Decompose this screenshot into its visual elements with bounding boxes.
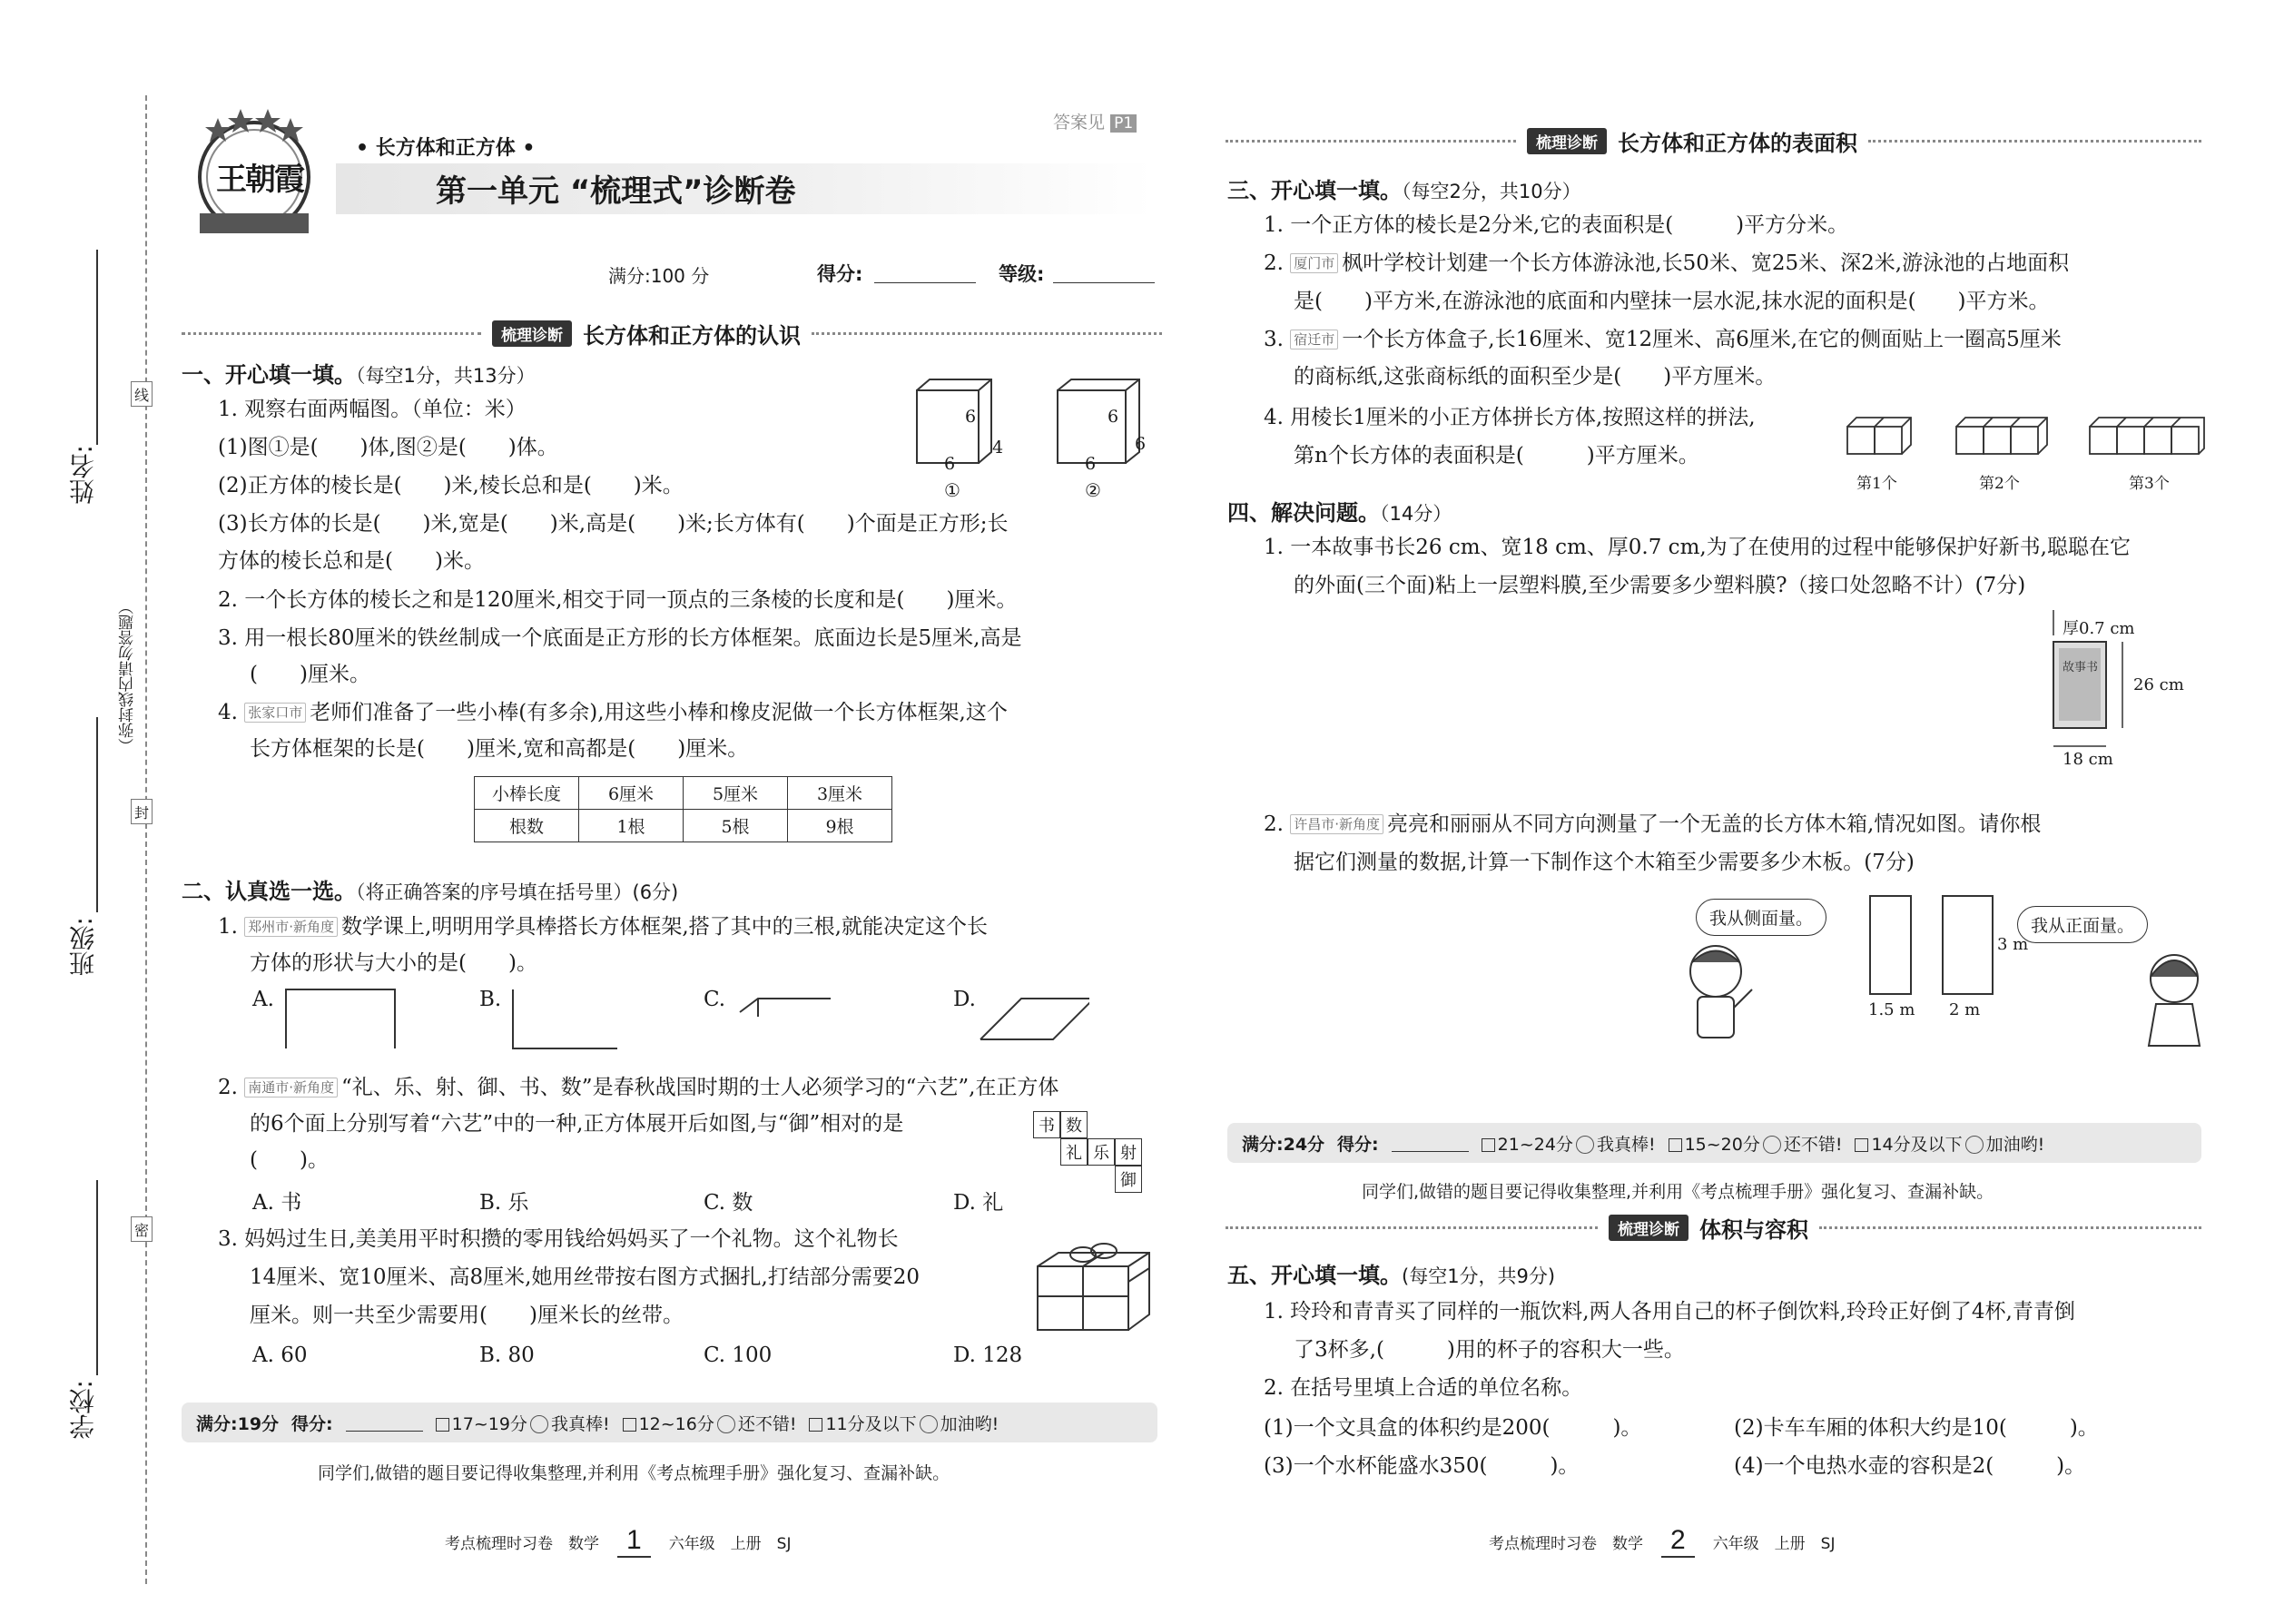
bar-score-label: 得分:: [1337, 1134, 1379, 1155]
checkbox-icon[interactable]: [809, 1418, 822, 1432]
section-badge: 梳理诊断: [492, 320, 572, 347]
q3-4b: 第n个长方体的表面积是( )平方厘米。: [1294, 444, 1699, 468]
box-front-width: 2 m: [1949, 1000, 1981, 1019]
option-c[interactable]: C. 100: [704, 1343, 773, 1367]
dotted-rule: [182, 332, 481, 335]
dotted-rule: [1226, 1226, 1598, 1229]
stick-options-figure: [272, 985, 1089, 1058]
sticks-table: [474, 776, 892, 842]
q3-1: 1. 一个正方体的棱长是2分米,它的表面积是( )平方分米。: [1264, 213, 1849, 237]
dotted-rule: [812, 332, 1162, 335]
score-label: 得分:: [817, 263, 863, 285]
q1-3b: ( )厘米。: [250, 663, 370, 686]
q2-2c: ( )。: [250, 1148, 329, 1172]
option-a[interactable]: A. 书: [252, 1191, 302, 1215]
binding-mark-xian: 线: [131, 381, 153, 407]
boy-icon: [1670, 935, 1770, 1053]
book-thickness-label: 厚0.7 cm: [2063, 619, 2135, 638]
q3-2: 2. 厦门市 枫叶学校计划建一个长方体游泳池,长50米、宽25米、深2米,游泳池的占地面积: [1264, 251, 2070, 275]
q5-2-4: (4)一个电热水壶的容积是2( )。: [1734, 1454, 2086, 1478]
bar-score-field[interactable]: [346, 1413, 423, 1432]
option-d[interactable]: D.: [953, 988, 976, 1011]
smile-face-icon: [530, 1415, 548, 1433]
cube-rows-figure: [1843, 413, 2206, 468]
rating-option-1[interactable]: 21~24分 我真棒!: [1482, 1131, 1656, 1156]
fig1-width: 6: [944, 454, 956, 474]
region-tag: 厦门市: [1290, 253, 1338, 273]
speech-bubble-side: 我从侧面量。: [1696, 899, 1826, 936]
q5-1: 1. 玲玲和青青买了同样的一瓶饮料,两人各用自己的杯子倒饮料,玲玲正好倒了4杯,青青倒: [1264, 1300, 2075, 1324]
rating-option-2[interactable]: 12~16分 还不错!: [623, 1411, 797, 1435]
checkbox-icon[interactable]: [1482, 1138, 1495, 1152]
section-title: 长方体和正方体的表面积: [1618, 130, 1857, 156]
table-cell: 5根: [684, 810, 788, 842]
dotted-rule: [1226, 140, 1516, 143]
q3-4: 4. 用棱长1厘米的小正方体拼长方体,按照这样的拼法,: [1264, 406, 1756, 429]
smile-face-icon: [1576, 1136, 1594, 1154]
book-height-label: 26 cm: [2133, 675, 2184, 694]
fig1-depth: 4: [992, 438, 1004, 458]
option-a[interactable]: A.: [252, 988, 274, 1011]
region-tag: 宿迁市: [1290, 330, 1338, 349]
option-d[interactable]: D. 礼: [953, 1191, 1004, 1215]
right-section2-header: [1226, 1212, 2201, 1243]
wooden-box-views: [1868, 894, 1995, 996]
grade-field[interactable]: [1053, 282, 1155, 283]
q1-1-3: (3)长方体的长是( )米,宽是( )米,高是( )米;长方体有( )个面是正方形;长: [218, 512, 1009, 536]
rating-option-2[interactable]: 15~20分 还不错!: [1669, 1131, 1843, 1156]
dotted-rule: [1819, 1226, 2201, 1229]
section-badge: 梳理诊断: [1527, 128, 1607, 154]
left-reminder: 同学们,做错的题目要记得收集整理,并利用《考点梳理手册》强化复习、查漏补缺。: [318, 1463, 950, 1483]
q2-1: 1. 郑州市·新角度 数学课上,明明用学具棒搭长方体框架,搭了其中的三根,就能决定这个长: [218, 915, 988, 939]
checkbox-icon[interactable]: [1855, 1138, 1868, 1152]
cube-row-label-3: 第3个: [2129, 475, 2170, 493]
binding-mark-feng: 封: [131, 799, 153, 824]
option-b[interactable]: B. 乐: [479, 1191, 529, 1215]
q2-2: 2. 南通市·新角度 “礼、乐、射、御、书、数”是春秋战国时期的士人必须学习的“六艺”,在正方体: [218, 1076, 1059, 1099]
part4-title: 四、解决问题。（14分）: [1227, 500, 1452, 526]
smile-face-icon: [1965, 1136, 1984, 1154]
smile-face-icon: [717, 1415, 735, 1433]
q4-2: 2. 许昌市·新角度 亮亮和丽丽从不同方向测量了一个无盖的长方体木箱,情况如图。请你根: [1264, 812, 2042, 836]
checkbox-icon[interactable]: [1669, 1138, 1682, 1152]
girl-icon: [2129, 944, 2220, 1058]
q5-2-3: (3)一个水杯能盛水350( )。: [1264, 1454, 1580, 1478]
table-cell: 1根: [579, 810, 684, 842]
table-cell: 5厘米: [684, 777, 788, 810]
left-footer: [445, 1525, 792, 1558]
cube-row-label-1: 第1个: [1856, 475, 1897, 493]
left-score-bar: [182, 1403, 1157, 1442]
q4-1b: 的外面(三个面)粘上一层塑料膜,至少需要多少塑料膜?（接口处忽略不计）(7分): [1294, 574, 2026, 597]
name-label: 姓名:: [68, 445, 98, 505]
rating-option-1[interactable]: 17~19分 我真棒!: [436, 1411, 610, 1435]
region-tag: 南通市·新角度: [244, 1078, 338, 1097]
net-cell-shu: 书: [1033, 1111, 1060, 1138]
region-tag: 郑州市·新角度: [244, 917, 338, 937]
part2-title: 二、认真选一选。（将正确答案的序号填在括号里）(6分): [182, 879, 679, 904]
option-c[interactable]: C.: [704, 988, 726, 1011]
checkbox-icon[interactable]: [623, 1418, 636, 1432]
q4-2b: 据它们测量的数据,计算一下制作这个木箱至少需要多少木板。(7分): [1294, 851, 1915, 874]
table-row: [475, 810, 892, 842]
unit-subtitle: • 长方体和正方体 •: [356, 137, 536, 160]
q2-1b: 方体的形状与大小的是( )。: [250, 951, 537, 975]
option-b[interactable]: B.: [479, 988, 502, 1011]
footer-book: 考点梳理时习卷 数学: [1489, 1534, 1643, 1553]
region-tag: 张家口市: [244, 703, 306, 723]
bar-full-score: 满分:19分: [196, 1413, 280, 1434]
fig1-caption: ①: [944, 479, 960, 501]
option-c[interactable]: C. 数: [704, 1191, 753, 1215]
fig2-depth: 6: [1135, 434, 1147, 454]
page-number: 2: [1661, 1525, 1695, 1558]
smile-face-icon: [920, 1415, 938, 1433]
school-label: 学校:: [68, 1380, 98, 1440]
full-score: 满分:100 分: [608, 265, 710, 287]
fig2-width: 6: [1085, 454, 1097, 474]
q1-1-text: 1. 观察右面两幅图。（单位：米）: [218, 398, 527, 421]
table-cell: 3厘米: [788, 777, 892, 810]
q1-4: 4. 张家口市 老师们准备了一些小棒(有多余),用这些小棒和橡皮泥做一个长方体框架,这个: [218, 701, 1008, 724]
smile-face-icon: [1763, 1136, 1781, 1154]
box-side-width: 1.5 m: [1868, 1000, 1915, 1019]
q5-2-1: (1)一个文具盒的体积约是200( )。: [1264, 1416, 1642, 1440]
part3-title: 三、开心填一填。（每空2分，共10分）: [1227, 178, 1581, 203]
q3-3b: 的商标纸,这张商标纸的面积至少是( )平方厘米。: [1294, 365, 1777, 389]
page-title: 第一单元 “梳理式”诊断卷: [436, 173, 796, 210]
checkbox-icon[interactable]: [436, 1418, 449, 1432]
book-cover-title: 故事书: [2063, 661, 2099, 674]
cube-row-label-2: 第2个: [1979, 475, 2020, 493]
q2-2b: 的6个面上分别写着“六艺”中的一种,正方体展开后如图,与“御”相对的是: [250, 1112, 904, 1136]
box-height: 3 m: [1997, 935, 2029, 954]
binding-mark-mi: 密: [131, 1216, 153, 1242]
region-tag: 许昌市·新角度: [1290, 814, 1383, 834]
q3-2b: 是( )平方米,在游泳池的底面和内壁抹一层水泥,抹水泥的面积是( )平方米。: [1294, 290, 2050, 313]
q1-4b: 长方体框架的长是( )厘米,宽和高都是( )厘米。: [250, 737, 749, 761]
net-cell-yu: 御: [1115, 1166, 1142, 1193]
q5-1b: 了3杯多,( )用的杯子的容积大一些。: [1294, 1338, 1685, 1362]
dotted-rule: [1868, 140, 2201, 143]
school-field[interactable]: [96, 1180, 98, 1375]
answer-page-badge: P1: [1110, 114, 1137, 133]
left-section-header: [182, 318, 1162, 349]
net-cell-she: 射: [1115, 1138, 1142, 1166]
fig2-caption: ②: [1085, 479, 1101, 501]
book-width-label: 18 cm: [2063, 750, 2113, 769]
bar-score-field[interactable]: [1392, 1134, 1469, 1152]
speech-bubble-front: 我从正面量。: [2017, 906, 2148, 943]
net-cell-yue: 乐: [1088, 1138, 1115, 1166]
right-footer: [1489, 1525, 1836, 1558]
section-badge: 梳理诊断: [1609, 1215, 1689, 1241]
q1-1-1: (1)图①是( )体,图②是( )体。: [218, 436, 558, 459]
net-cell-li: 礼: [1060, 1138, 1088, 1166]
part1-title: 一、开心填一填。（每空1分，共13分）: [182, 362, 536, 388]
bar-score-label: 得分:: [291, 1413, 333, 1434]
table-cell: 小棒长度: [475, 777, 579, 810]
binding-dashed-line: [145, 95, 147, 1584]
footer-grade: 六年级 上册 SJ: [1712, 1534, 1836, 1553]
footer-book: 考点梳理时习卷 数学: [445, 1534, 599, 1553]
gift-box-icon: [1033, 1235, 1160, 1334]
right-score-bar: [1227, 1123, 2201, 1163]
q4-1: 1. 一本故事书长26 cm、宽18 cm、厚0.7 cm,为了在使用的过程中能够保护好新书,聪聪在它: [1264, 536, 2131, 559]
rating-option-3[interactable]: 14分及以下 加油哟!: [1855, 1131, 2044, 1156]
bar-full-score: 满分:24分: [1242, 1134, 1325, 1155]
table-cell: 根数: [475, 810, 579, 842]
q2-3c: 厘米。则一共至少需要用( )厘米长的丝带。: [250, 1304, 684, 1327]
q1-1-2: (2)正方体的棱长是( )米,棱长总和是( )米。: [218, 474, 684, 497]
fig1-height: 6: [965, 407, 977, 427]
page-number: 1: [617, 1525, 651, 1558]
q2-3: 3. 妈妈过生日,美美用平时积攒的零用钱给妈妈买了一个礼物。这个礼物长: [218, 1227, 899, 1251]
binding-notice: （弥封线内请勿答题）: [119, 599, 137, 753]
fig2-height: 6: [1108, 407, 1119, 427]
grade-label: 等级:: [999, 263, 1045, 285]
net-cell-shu2: 数: [1060, 1111, 1088, 1138]
class-field[interactable]: [96, 717, 98, 912]
table-cell: 9根: [788, 810, 892, 842]
score-field[interactable]: [874, 282, 976, 283]
right-reminder: 同学们,做错的题目要记得收集整理,并利用《考点梳理手册》强化复习、查漏补缺。: [1362, 1182, 1994, 1202]
part5-title: 五、开心填一填。(每空1分，共9分): [1227, 1263, 1556, 1288]
q5-2-2: (2)卡车车厢的体积大约是10( )。: [1734, 1416, 2099, 1440]
q1-2: 2. 一个长方体的棱长之和是120厘米,相交于同一顶点的三条棱的长度和是( )厘米。: [218, 588, 1018, 612]
section-title: 体积与容积: [1699, 1216, 1808, 1243]
table-cell: 6厘米: [579, 777, 684, 810]
option-a[interactable]: A. 60: [252, 1343, 308, 1367]
option-b[interactable]: B. 80: [479, 1343, 535, 1367]
q1-3: 3. 用一根长80厘米的铁丝制成一个底面是正方形的长方体框架。底面边长是5厘米,高是: [218, 626, 1022, 650]
table-row: [475, 777, 892, 810]
section-title: 长方体和正方体的认识: [583, 322, 801, 349]
q2-3b: 14厘米、宽10厘米、高8厘米,她用丝带按右图方式捆扎,打结部分需要20: [250, 1265, 921, 1289]
footer-grade: 六年级 上册 SJ: [668, 1534, 792, 1553]
q5-2: 2. 在括号里填上合适的单位名称。: [1264, 1376, 1583, 1400]
rating-option-3[interactable]: 11分及以下 加油哟!: [809, 1411, 999, 1435]
logo-text: 王朝霞: [216, 162, 303, 198]
right-section-header: [1226, 125, 2201, 156]
q1-1-3b: 方体的棱长总和是( )米。: [218, 549, 485, 573]
option-d[interactable]: D. 128: [953, 1343, 1023, 1367]
answer-ref: 答案见 P1: [1053, 109, 1137, 133]
name-field[interactable]: [96, 250, 98, 445]
class-label: 班级:: [68, 917, 98, 977]
q3-3: 3. 宿迁市 一个长方体盒子,长16厘米、宽12厘米、高6厘米,在它的侧面贴上一圈高5厘米: [1264, 328, 2062, 351]
